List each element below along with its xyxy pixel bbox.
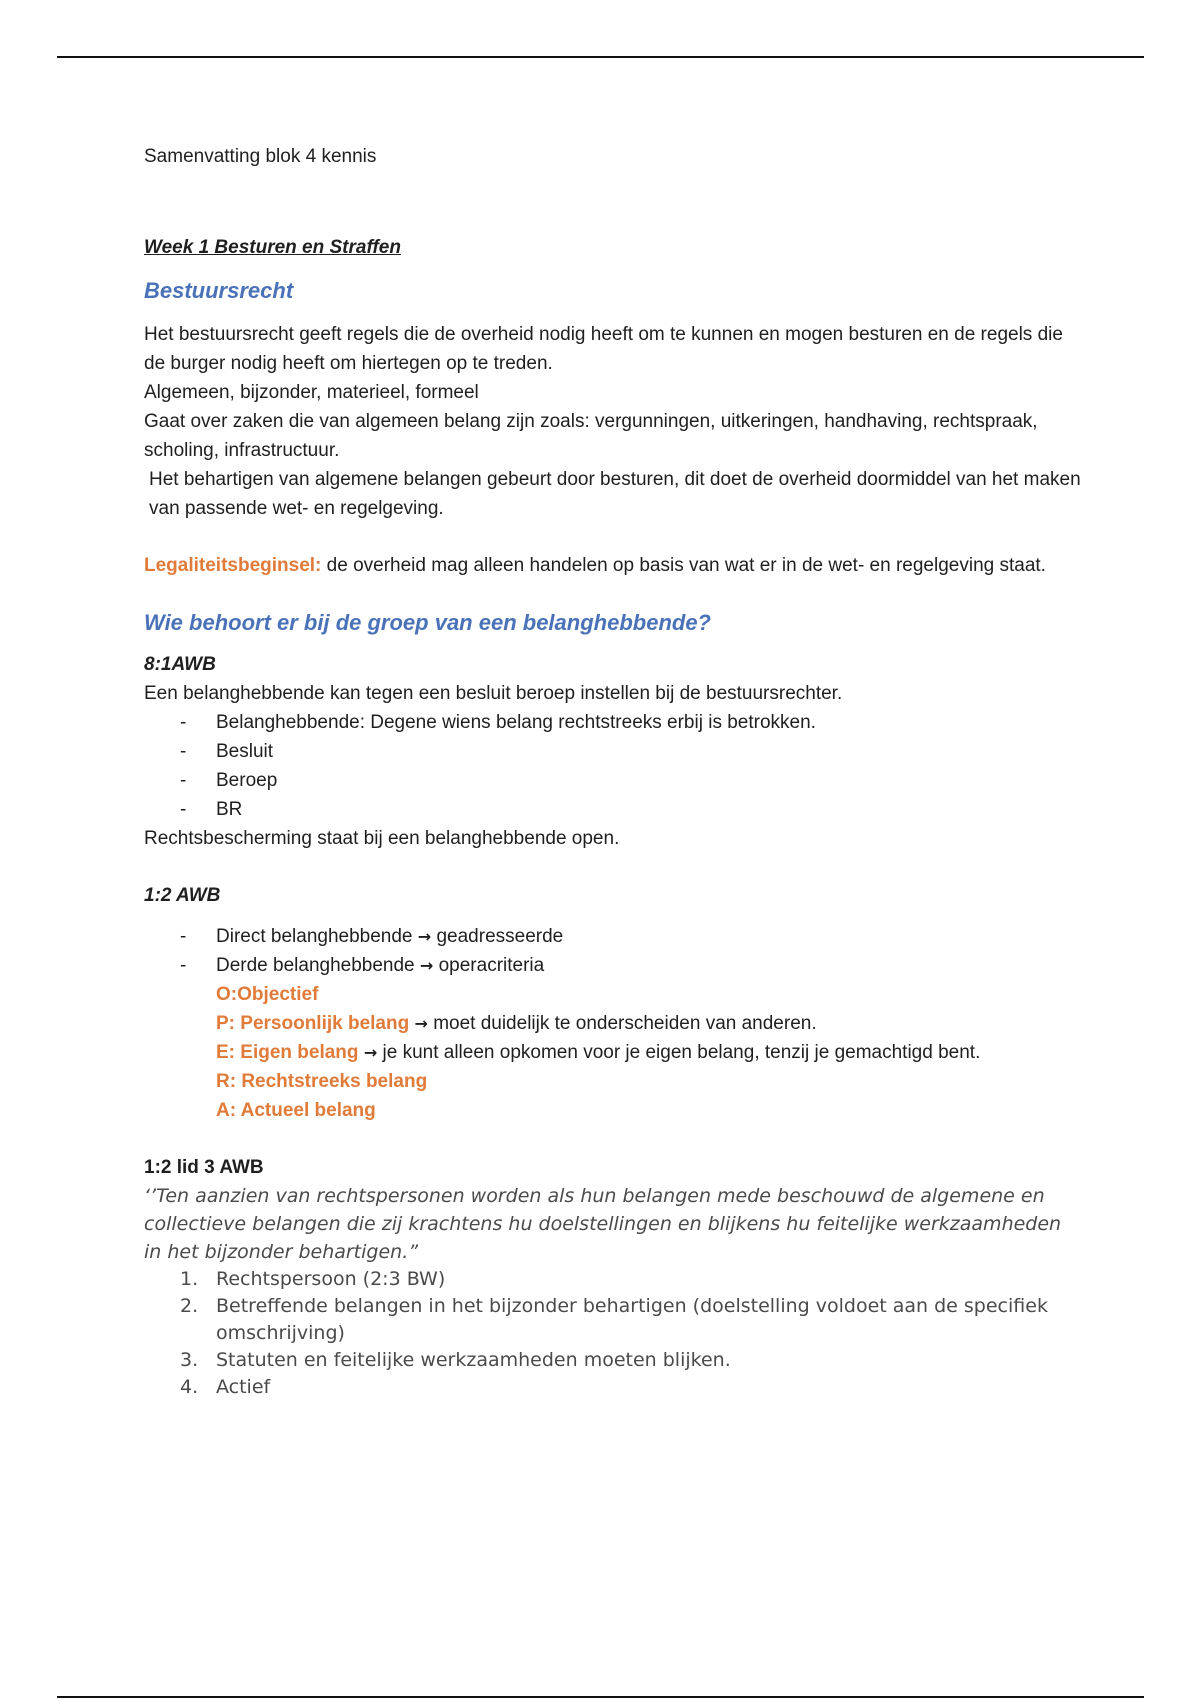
dash-bullet: - [180,799,187,820]
list-item-text: Betreffende belangen in het bijzonder behartigen (doelstelling voldoet aan de specifiek omschrijving) [216,1295,1048,1344]
arrow-right-icon: → [414,1014,428,1033]
opera-r-label: R: Rechtstreeks belang [216,1071,428,1092]
list-number: 1. [180,1268,199,1290]
list-number: 3. [180,1349,199,1371]
list-item [144,795,1084,824]
arrow-right-icon: → [419,956,434,975]
dash-bullet: - [180,926,187,947]
dash-bullet: - [180,770,187,791]
list-item-text: BR [216,799,243,820]
legaliteit-paragraph [144,551,1084,580]
list-item-text: Statuten en feitelijke werkzaamheden moeten blijken. [216,1349,731,1371]
article-1-2-lid-3-awb: 1:2 lid 3 AWB [144,1157,264,1178]
list-item [144,951,1084,980]
dash-bullet: - [180,712,187,733]
opera-p-text: moet duidelijk te onderscheiden van anderen. [433,1013,817,1034]
list-item [144,1293,1084,1347]
section-heading-belanghebbende: Wie behoort er bij de groep van een belanghebbende? [144,610,711,635]
list-item [144,737,1084,766]
legaliteit-text: de overheid mag alleen handelen op basis van wat er in de wet- en regelgeving staat. [321,555,1046,576]
list-item-text: Beroep [216,770,278,791]
dash-bullet: - [180,741,187,762]
arrow-right-icon: → [417,927,432,946]
opera-o [144,980,1084,1009]
section-heading-bestuursrecht: Bestuursrecht [144,278,294,303]
dash-list-criteria [144,922,1084,980]
opera-a-label: A: Actueel belang [216,1100,376,1121]
direct-target: geadresseerde [436,926,564,947]
quote-paragraph: ‘’Ten aanzien van rechtspersonen worden als hun belangen mede beschouwd de algemene en collectieve belangen die zij krachtens hu doelstellingen en blijkens hu feitelijke werkzaamheden in het bijzonder behartigen.” [144,1185,1062,1263]
opera-r [144,1067,1084,1096]
list-item [144,708,1084,737]
opera-o-label: O:Objectief [216,984,319,1005]
dash-list [144,708,1084,824]
paragraph: Rechtsbescherming staat bij een belanghebbende open. [144,828,620,849]
article-1-2-awb: 1:2 AWB [144,885,221,906]
footer-rule [57,1696,1144,1698]
document-title: Samenvatting blok 4 kennis [144,146,377,167]
list-item [144,922,1084,951]
opera-e-text: je kunt alleen opkomen voor je eigen belang, tenzij je gemachtigd bent. [382,1042,981,1063]
paragraph: Gaat over zaken die van algemeen belang zijn zoals: vergunningen, uitkeringen, handhaving, rechtspraak, scholing, infrastructuur. [144,411,1038,461]
paragraph: Een belanghebbende kan tegen een besluit beroep instellen bij de bestuursrechter. [144,683,843,704]
paragraph: Het bestuursrecht geeft regels die de overheid nodig heeft om te kunnen en mogen besturen en de regels die de burger nodig heeft om hiertegen op te treden. [144,324,1063,374]
opera-e-label: E: Eigen belang [216,1042,359,1063]
list-item-text: Belanghebbende: Degene wiens belang rechtstreeks erbij is betrokken. [216,712,816,733]
paragraph: Algemeen, bijzonder, materieel, formeel [144,382,479,403]
header-rule [57,56,1144,58]
list-item [144,766,1084,795]
opera-e [144,1038,1084,1067]
list-item-text: Rechtspersoon (2:3 BW) [216,1268,446,1290]
list-item-text: Besluit [216,741,274,762]
list-item [144,1374,1084,1401]
list-item [144,1266,1084,1293]
opera-a [144,1096,1084,1125]
list-item [144,1347,1084,1374]
document-page [144,142,1084,1401]
arrow-right-icon: → [363,1043,378,1062]
week-heading: Week 1 Besturen en Straffen [144,237,401,258]
paragraph: Het behartigen van algemene belangen gebeurt door besturen, dit doet de overheid doormiddel van het maken van passende wet- en regelgeving. [149,469,1081,519]
opera-p-label: P: Persoonlijk belang [216,1013,410,1034]
opera-p [144,1009,1084,1038]
list-item-text: Actief [216,1376,271,1398]
derde-target: operacriteria [438,955,545,976]
derde-label: Derde belanghebbende [216,955,415,976]
numbered-list [144,1266,1084,1401]
dash-bullet: - [180,955,187,976]
list-number: 2. [180,1295,199,1317]
direct-label: Direct belanghebbende [216,926,413,947]
article-8-1-awb: 8:1AWB [144,654,216,675]
list-number: 4. [180,1376,199,1398]
legaliteit-term: Legaliteitsbeginsel: [144,555,322,576]
